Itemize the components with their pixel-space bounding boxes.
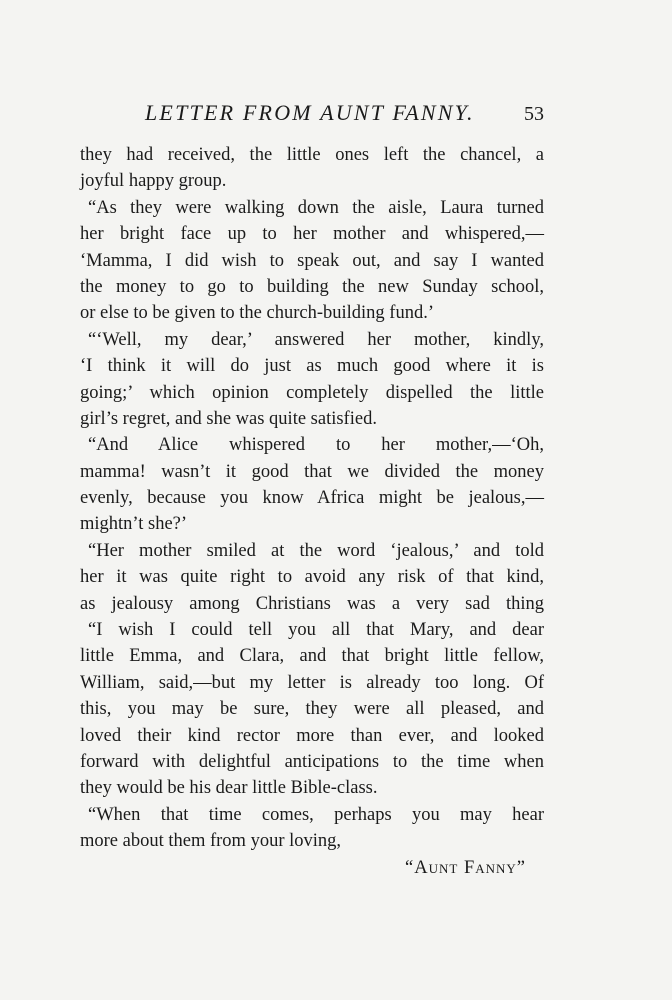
text-line: “I wish I could tell you all that Mary, and dear (88, 620, 544, 641)
text-line: “As they were walking down the aisle, Laura turned (88, 197, 544, 218)
page-number: 53 (524, 103, 544, 125)
page-header (0, 96, 672, 136)
text-line: ‘I think it will do just as much good where it is (80, 356, 544, 377)
text-line: joyful happy group. (80, 171, 227, 192)
signature: “Aunt Fanny” (405, 857, 526, 878)
running-title: LETTER FROM AUNT FANNY. (145, 100, 475, 125)
text-line: as jealousy among Christians was a very sad thing (80, 593, 544, 614)
text-line: ‘Mamma, I did wish to speak out, and say I wanted (80, 250, 544, 271)
text-line: little Emma, and Clara, and that bright little fellow, (80, 646, 544, 667)
text-line: loved their kind rector more than ever, and looked (80, 725, 544, 746)
text-line: evenly, because you know Africa might be jealous,— (80, 488, 544, 509)
text-line: girl’s regret, and she was quite satisfied. (80, 408, 377, 429)
text-line: going;’ which opinion completely dispelled the little (80, 382, 544, 403)
text-line: mamma! wasn’t it good that we divided the money (80, 461, 544, 482)
text-line: William, said,—but my letter is already too long. Of (80, 672, 544, 693)
text-line: forward with delightful anticipations to the time when (80, 751, 544, 772)
text-line: the money to go to building the new Sunday school, (80, 276, 544, 297)
text-line: “Her mother smiled at the word ‘jealous,’ and told (88, 540, 544, 561)
text-line: this, you may be sure, they were all pleased, and (80, 699, 544, 720)
body-text (80, 142, 544, 881)
text-line: they would be his dear little Bible-class. (80, 778, 378, 799)
text-line: “And Alice whispered to her mother,—‘Oh, (88, 435, 544, 456)
text-line: her bright face up to her mother and whispered,— (80, 224, 544, 245)
text-line: “When that time comes, perhaps you may hear (88, 804, 544, 825)
text-line: her it was quite right to avoid any risk of that kind, (80, 567, 544, 588)
text-line: “‘Well, my dear,’ answered her mother, kindly, (88, 329, 544, 350)
text-line: or else to be given to the church-building fund.’ (80, 303, 434, 324)
text-line: more about them from your loving, (80, 831, 342, 852)
text-line: mightn’t she?’ (80, 514, 188, 535)
text-line: they had received, the little ones left the chancel, a (80, 145, 544, 165)
